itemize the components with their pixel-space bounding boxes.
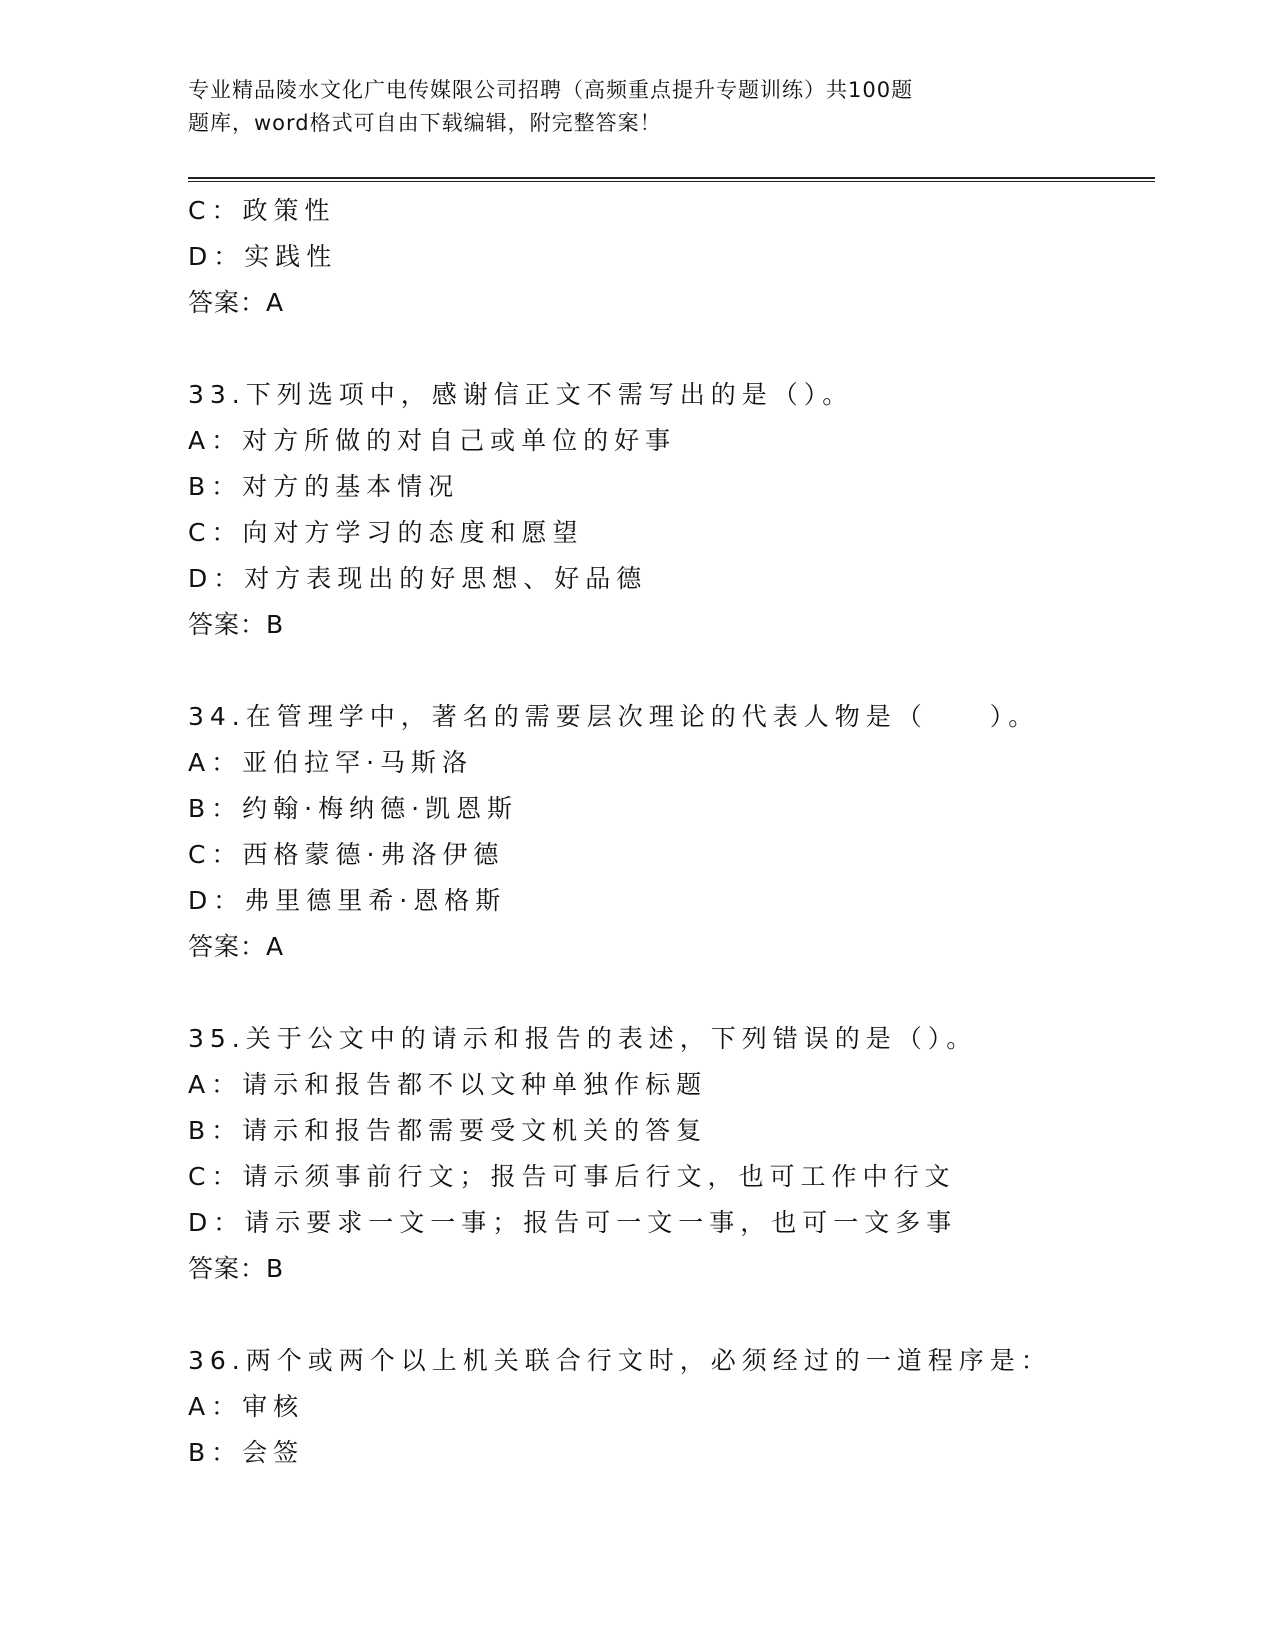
answer: 答案：A <box>188 288 285 317</box>
option-d: D：弗里德里希·恩格斯 <box>188 886 507 915</box>
option-b: B：对方的基本情况 <box>188 472 460 501</box>
spacer <box>188 326 1148 372</box>
option-c: C：请示须事前行文；报告可事后行文，也可工作中行文 <box>188 1162 956 1191</box>
question-stem: 33.下列选项中，感谢信正文不需写出的是（）。 <box>188 380 854 409</box>
question-stem: 34.在管理学中，著名的需要层次理论的代表人物是（ ）。 <box>188 702 1040 731</box>
answer: 答案：B <box>188 610 285 639</box>
option-d: D：请示要求一文一事；报告可一文一事，也可一文多事 <box>188 1208 958 1237</box>
header-line-2: 题库，word格式可自由下载编辑，附完整答案！ <box>188 111 662 135</box>
question-33 <box>188 372 1148 648</box>
question-36 <box>188 1338 1148 1476</box>
page-header <box>188 74 1028 140</box>
spacer <box>188 970 1148 1016</box>
option-b: B：会签 <box>188 1438 305 1467</box>
option-d: D：实践性 <box>188 242 338 271</box>
option-c: C：向对方学习的态度和愿望 <box>188 518 584 547</box>
option-a: A：审核 <box>188 1392 305 1421</box>
question-stem: 35.关于公文中的请示和报告的表述，下列错误的是（）。 <box>188 1024 978 1053</box>
spacer <box>188 648 1148 694</box>
question-list <box>188 188 1148 1476</box>
question-32-tail <box>188 188 1148 326</box>
option-a: A：对方所做的对自己或单位的好事 <box>188 426 677 455</box>
spacer <box>188 1292 1148 1338</box>
option-b: B：约翰·梅纳德·凯恩斯 <box>188 794 519 823</box>
answer: 答案：A <box>188 932 285 961</box>
header-divider <box>188 177 1155 182</box>
question-34 <box>188 694 1148 970</box>
question-35 <box>188 1016 1148 1292</box>
header-line-1: 专业精品陵水文化广电传媒限公司招聘（高频重点提升专题训练）共100题 <box>188 78 914 102</box>
option-c: C：西格蒙德·弗洛伊德 <box>188 840 505 869</box>
option-c: C：政策性 <box>188 196 336 225</box>
option-a: A：亚伯拉罕·马斯洛 <box>188 748 474 777</box>
option-b: B：请示和报告都需要受文机关的答复 <box>188 1116 708 1145</box>
option-d: D：对方表现出的好思想、好品德 <box>188 564 648 593</box>
question-stem: 36.两个或两个以上机关联合行文时，必须经过的一道程序是： <box>188 1346 1052 1375</box>
answer: 答案：B <box>188 1254 285 1283</box>
option-a: A：请示和报告都不以文种单独作标题 <box>188 1070 708 1099</box>
